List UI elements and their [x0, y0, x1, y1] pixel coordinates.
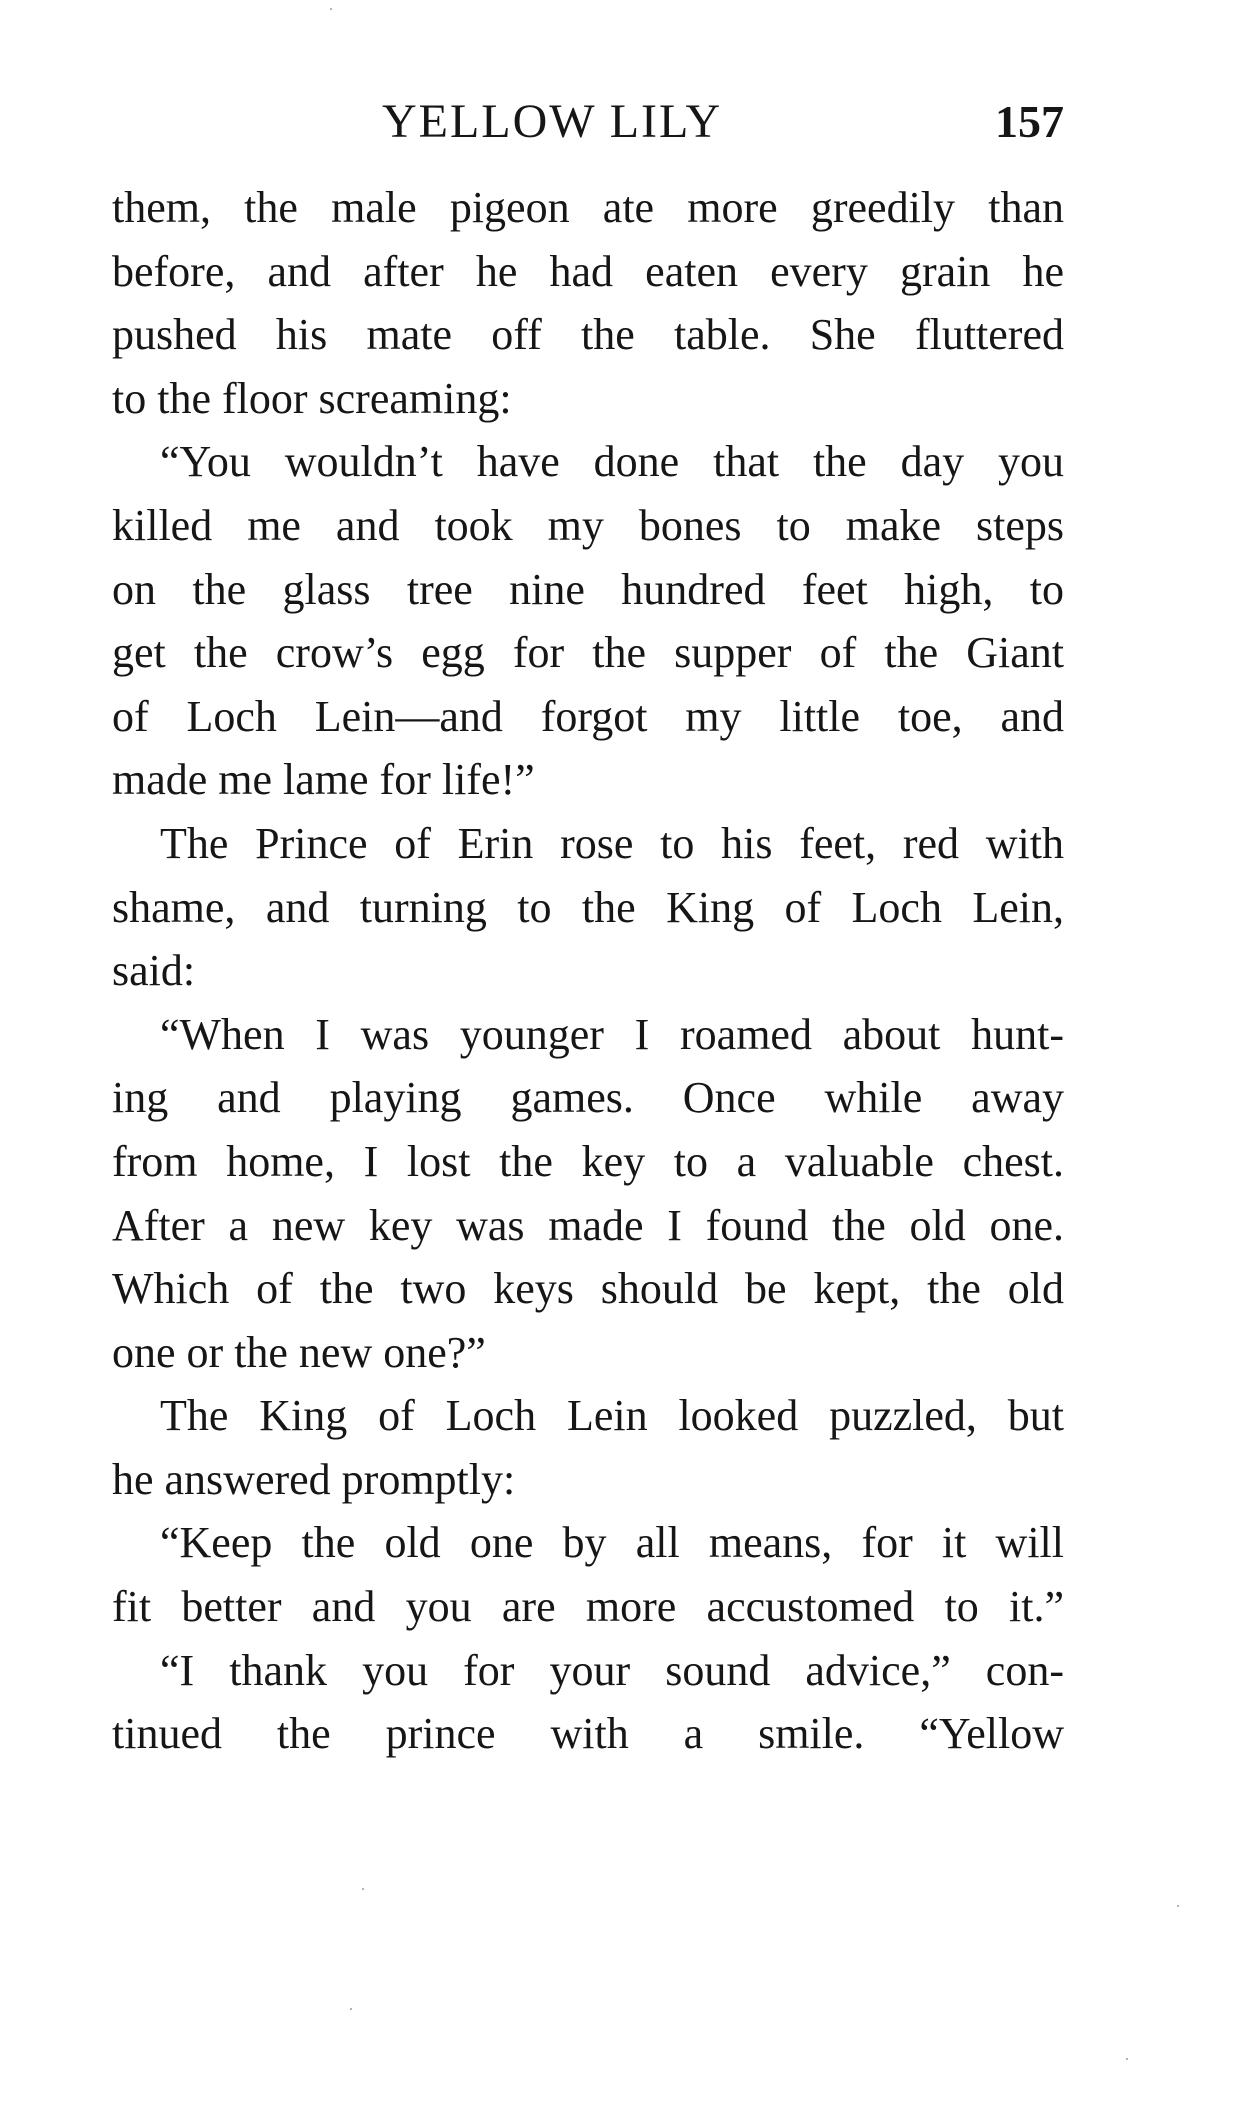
text-line: on the glass tree nine hundred feet high, to	[112, 564, 1064, 614]
page-number: 157	[995, 96, 1064, 147]
text-line: killed me and took my bones to make steps	[112, 500, 1064, 550]
text-line: fit better and you are more accustomed to it.”	[112, 1582, 1064, 1632]
running-head	[112, 92, 1064, 152]
scan-speck	[1126, 2058, 1128, 2060]
text-line: from home, I lost the key to a valuable chest.	[112, 1136, 1064, 1186]
text-line: one or the new one?”	[112, 1327, 486, 1377]
text-line: tinued the prince with a smile. “Yellow	[112, 1709, 1064, 1759]
text-line: made me lame for life!”	[112, 755, 535, 805]
scan-speck	[330, 8, 332, 10]
text-line: “You wouldn’t have done that the day you	[160, 437, 1064, 487]
text-line: The Prince of Erin rose to his feet, red with	[160, 818, 1064, 868]
text-line: “When I was younger I roamed about hunt-	[160, 1009, 1064, 1059]
text-line: before, and after he had eaten every grain he	[112, 246, 1064, 296]
text-line: said:	[112, 946, 196, 996]
text-line: he answered promptly:	[112, 1454, 516, 1504]
text-line: pushed his mate off the table. She fluttered	[112, 310, 1064, 360]
scan-speck	[350, 2008, 352, 2010]
text-line: Which of the two keys should be kept, the old	[112, 1264, 1064, 1314]
running-title: YELLOW LILY	[382, 95, 723, 148]
text-line: get the crow’s egg for the supper of the Giant	[112, 628, 1064, 678]
text-line: After a new key was made I found the old one.	[112, 1200, 1064, 1250]
text-line: ing and playing games. Once while away	[112, 1073, 1064, 1123]
text-line: shame, and turning to the King of Loch Lein,	[112, 882, 1064, 932]
text-line: The King of Loch Lein looked puzzled, but	[160, 1391, 1064, 1441]
scan-speck	[1177, 1905, 1179, 1907]
text-line: to the floor screaming:	[112, 373, 512, 423]
text-line: “I thank you for your sound advice,” con-	[160, 1645, 1064, 1695]
body-text	[112, 176, 1064, 1766]
text-line: “Keep the old one by all means, for it will	[160, 1518, 1064, 1568]
text-line: them, the male pigeon ate more greedily than	[112, 183, 1064, 232]
scan-speck	[362, 1888, 364, 1890]
text-line: of Loch Lein—and forgot my little toe, and	[112, 691, 1064, 741]
